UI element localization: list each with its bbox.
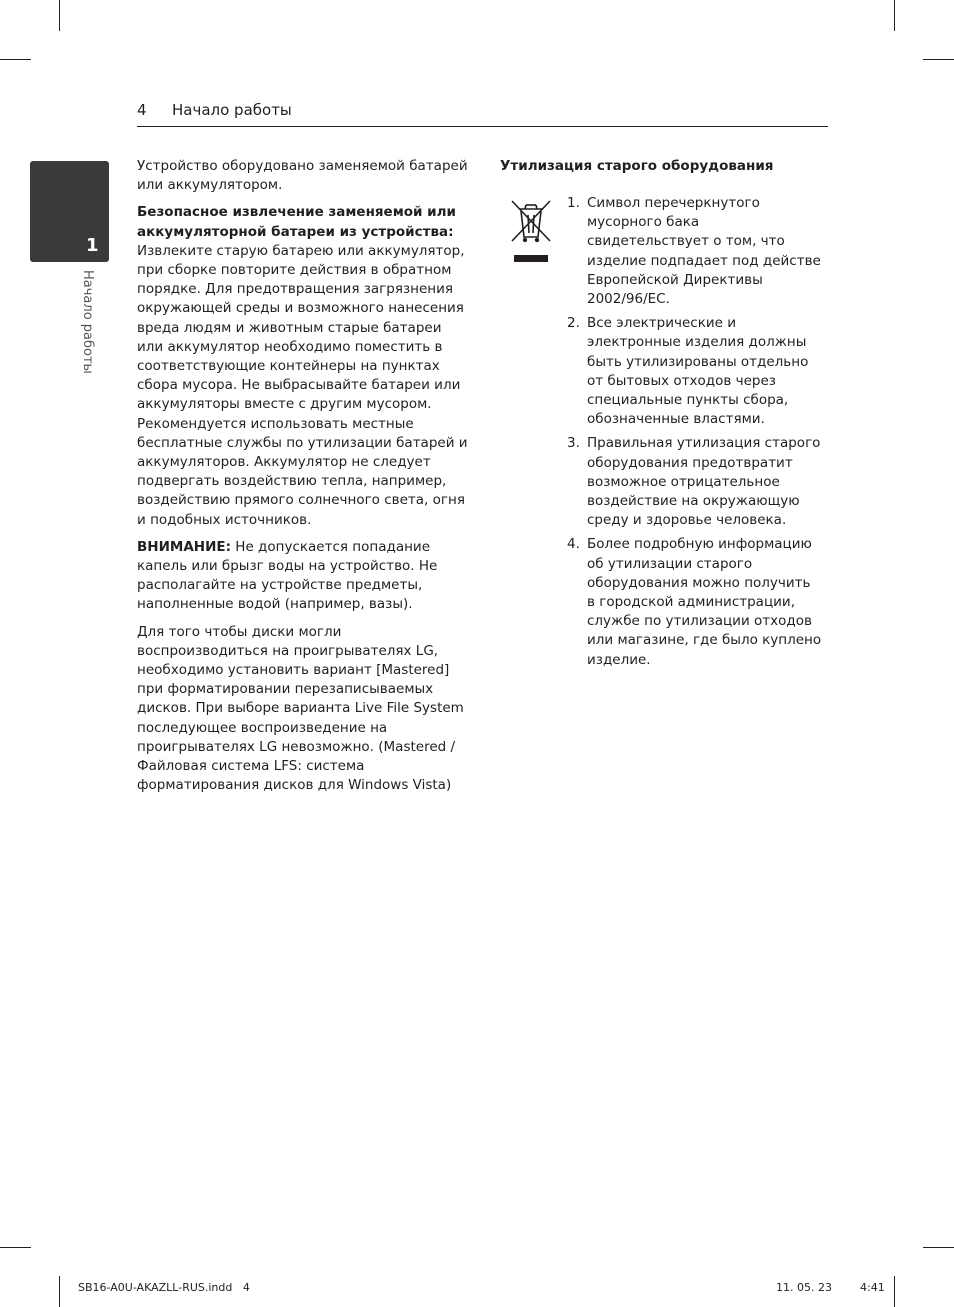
chapter-number: 1 bbox=[86, 235, 99, 256]
battery-paragraph: Извлеките старую батарею или аккумулятор, при сборке повторите действия в обратном порядке. Для предотвращения загрязнения окружающей среды и возможного нанесения вреда людям и животным старые батареи или аккумулятор необходимо поместить в соответствующие контейнеры на пунктах сбора мусора. Не выбрасывайте батареи или аккумуляторы вместе с другим мусором. Рекомендуется использовать местные бесплатные службы по утилизации батарей и аккумуляторов. Аккумулятор не следует подвергать воздействию тепла, например, воздействию прямого солнечного света, огня и подобных источников. bbox=[137, 242, 468, 528]
caution-text: Не допускается попадание капель или брызг воды на устройство. Не располагайте на устройстве предметы, наполненные водой (например, вазы). bbox=[137, 538, 438, 613]
list-item-number: 3. bbox=[567, 435, 580, 452]
crop-mark bbox=[923, 1247, 954, 1248]
list-item-number: 1. bbox=[567, 195, 580, 211]
intro-paragraph: Устройство оборудовано заменяемой батарей или аккумулятором. bbox=[137, 158, 468, 194]
disposal-list bbox=[567, 194, 822, 675]
disposal-heading: Утилизация старого оборудования bbox=[500, 158, 774, 174]
section-title: Начало работы bbox=[172, 101, 292, 119]
crop-mark bbox=[59, 0, 60, 31]
caution-paragraph bbox=[137, 538, 469, 615]
list-item-text: Символ перечеркнутого мусорного бака свидетельствует о том, что изделие подпадает под действе Европейской Директивы 2002/96/ЕС. bbox=[587, 195, 821, 308]
list-item-text: Все электрические и электронные изделия должны быть утилизированы отдельно от бытовых отходов через специальные пункты сбора, обозначенные властями. bbox=[587, 315, 809, 428]
left-column bbox=[137, 157, 469, 804]
crossed-out-bin-icon bbox=[509, 199, 553, 265]
crop-mark bbox=[59, 1276, 60, 1307]
chapter-label: Начало работы bbox=[80, 270, 95, 374]
list-item-number: 4. bbox=[567, 536, 580, 553]
footer-filename: SB16-A0U-AKAZLL-RUS.indd 4 bbox=[78, 1281, 250, 1294]
list-item bbox=[567, 194, 822, 309]
right-column bbox=[500, 157, 828, 668]
discs-paragraph: Для того чтобы диски могли воспроизводиться на проигрывателях LG, необходимо установить вариант [Mastered] при форматировании перезаписываемых дисков. При выборе варианта Live File System последующее воспроизведение на проигрывателях LG невозможно. (Mastered / Файловая система LFS: система форматирования дисков для Windows Vista) bbox=[137, 623, 464, 794]
crop-mark bbox=[923, 59, 954, 60]
footer-date: 11. 05. 23 bbox=[776, 1281, 832, 1294]
page-number: 4 bbox=[137, 101, 147, 119]
list-item bbox=[567, 535, 822, 669]
footer-time: 4:41 bbox=[860, 1281, 885, 1294]
chapter-tab bbox=[30, 161, 109, 262]
crop-mark bbox=[0, 1247, 31, 1248]
list-item-text: Правильная утилизация старого оборудования предотвратит возможное отрицательное воздействие на окружающую среду и здоровье человека. bbox=[587, 435, 821, 529]
list-item bbox=[567, 434, 822, 530]
crop-mark bbox=[894, 1276, 895, 1307]
list-item bbox=[567, 314, 822, 429]
list-item-text: Более подробную информацию об утилизации старого оборудования можно получить в городской администрации, службе по утилизации отходов или магазине, где было куплено изделие. bbox=[587, 536, 822, 668]
crop-mark bbox=[0, 59, 31, 60]
battery-heading: Безопасное извлечение заменяемой или аккумуляторной батареи из устройства: bbox=[137, 204, 456, 240]
caution-label: ВНИМАНИЕ: bbox=[137, 538, 231, 555]
list-item-number: 2. bbox=[567, 315, 580, 332]
crop-mark bbox=[894, 0, 895, 31]
page-header bbox=[137, 100, 828, 127]
